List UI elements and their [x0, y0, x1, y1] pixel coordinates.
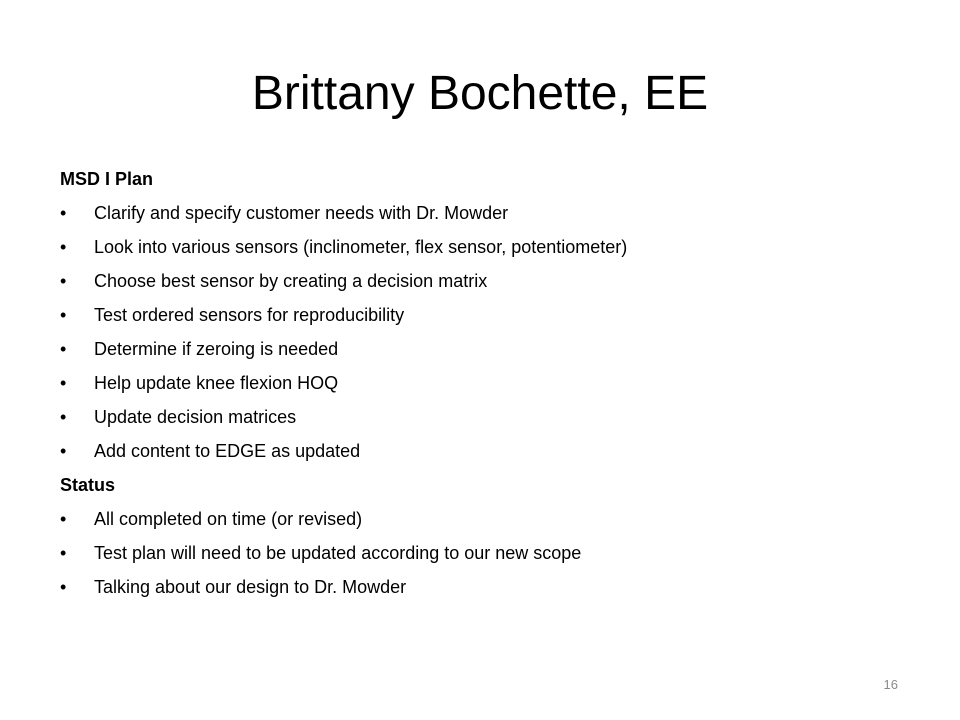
bullet-icon: • — [60, 577, 67, 597]
list-item — [60, 542, 920, 564]
msd-plan-list — [60, 202, 920, 462]
slide-body — [60, 168, 920, 610]
list-item-text: Test ordered sensors for reproducibility — [94, 305, 405, 325]
list-item-text: Clarify and specify customer needs with Dr. Mowder — [94, 203, 509, 223]
list-item — [60, 440, 920, 462]
bullet-icon: • — [60, 407, 67, 427]
list-item-text: Add content to EDGE as updated — [94, 441, 361, 461]
list-item-text: Test plan will need to be updated according to our new scope — [94, 543, 582, 563]
bullet-icon: • — [60, 441, 67, 461]
list-item-text: Talking about our design to Dr. Mowder — [94, 577, 407, 597]
list-item-text: Look into various sensors (inclinometer, flex sensor, potentiometer) — [94, 237, 628, 257]
section-heading-msd-plan: MSD I Plan — [60, 169, 154, 189]
bullet-icon: • — [60, 509, 67, 529]
list-item-text: Determine if zeroing is needed — [94, 339, 339, 359]
list-item — [60, 372, 920, 394]
list-item — [60, 236, 920, 258]
bullet-icon: • — [60, 373, 67, 393]
bullet-icon: • — [60, 305, 67, 325]
bullet-icon: • — [60, 271, 67, 291]
list-item — [60, 270, 920, 292]
list-item-text: Help update knee flexion HOQ — [94, 373, 339, 393]
bullet-icon: • — [60, 543, 67, 563]
list-item — [60, 338, 920, 360]
slide-title: Brittany Bochette, EE — [251, 67, 709, 120]
list-item-text: All completed on time (or revised) — [94, 509, 363, 529]
list-item-text: Choose best sensor by creating a decision matrix — [94, 271, 488, 291]
bullet-icon: • — [60, 237, 67, 257]
list-item — [60, 202, 920, 224]
list-item — [60, 304, 920, 326]
bullet-icon: • — [60, 203, 67, 223]
list-item — [60, 576, 920, 598]
status-list — [60, 508, 920, 598]
bullet-icon: • — [60, 339, 67, 359]
list-item — [60, 406, 920, 428]
section-heading-status: Status — [60, 475, 116, 495]
list-item-text: Update decision matrices — [94, 407, 297, 427]
list-item — [60, 508, 920, 530]
slide-number: 16 — [883, 677, 898, 692]
